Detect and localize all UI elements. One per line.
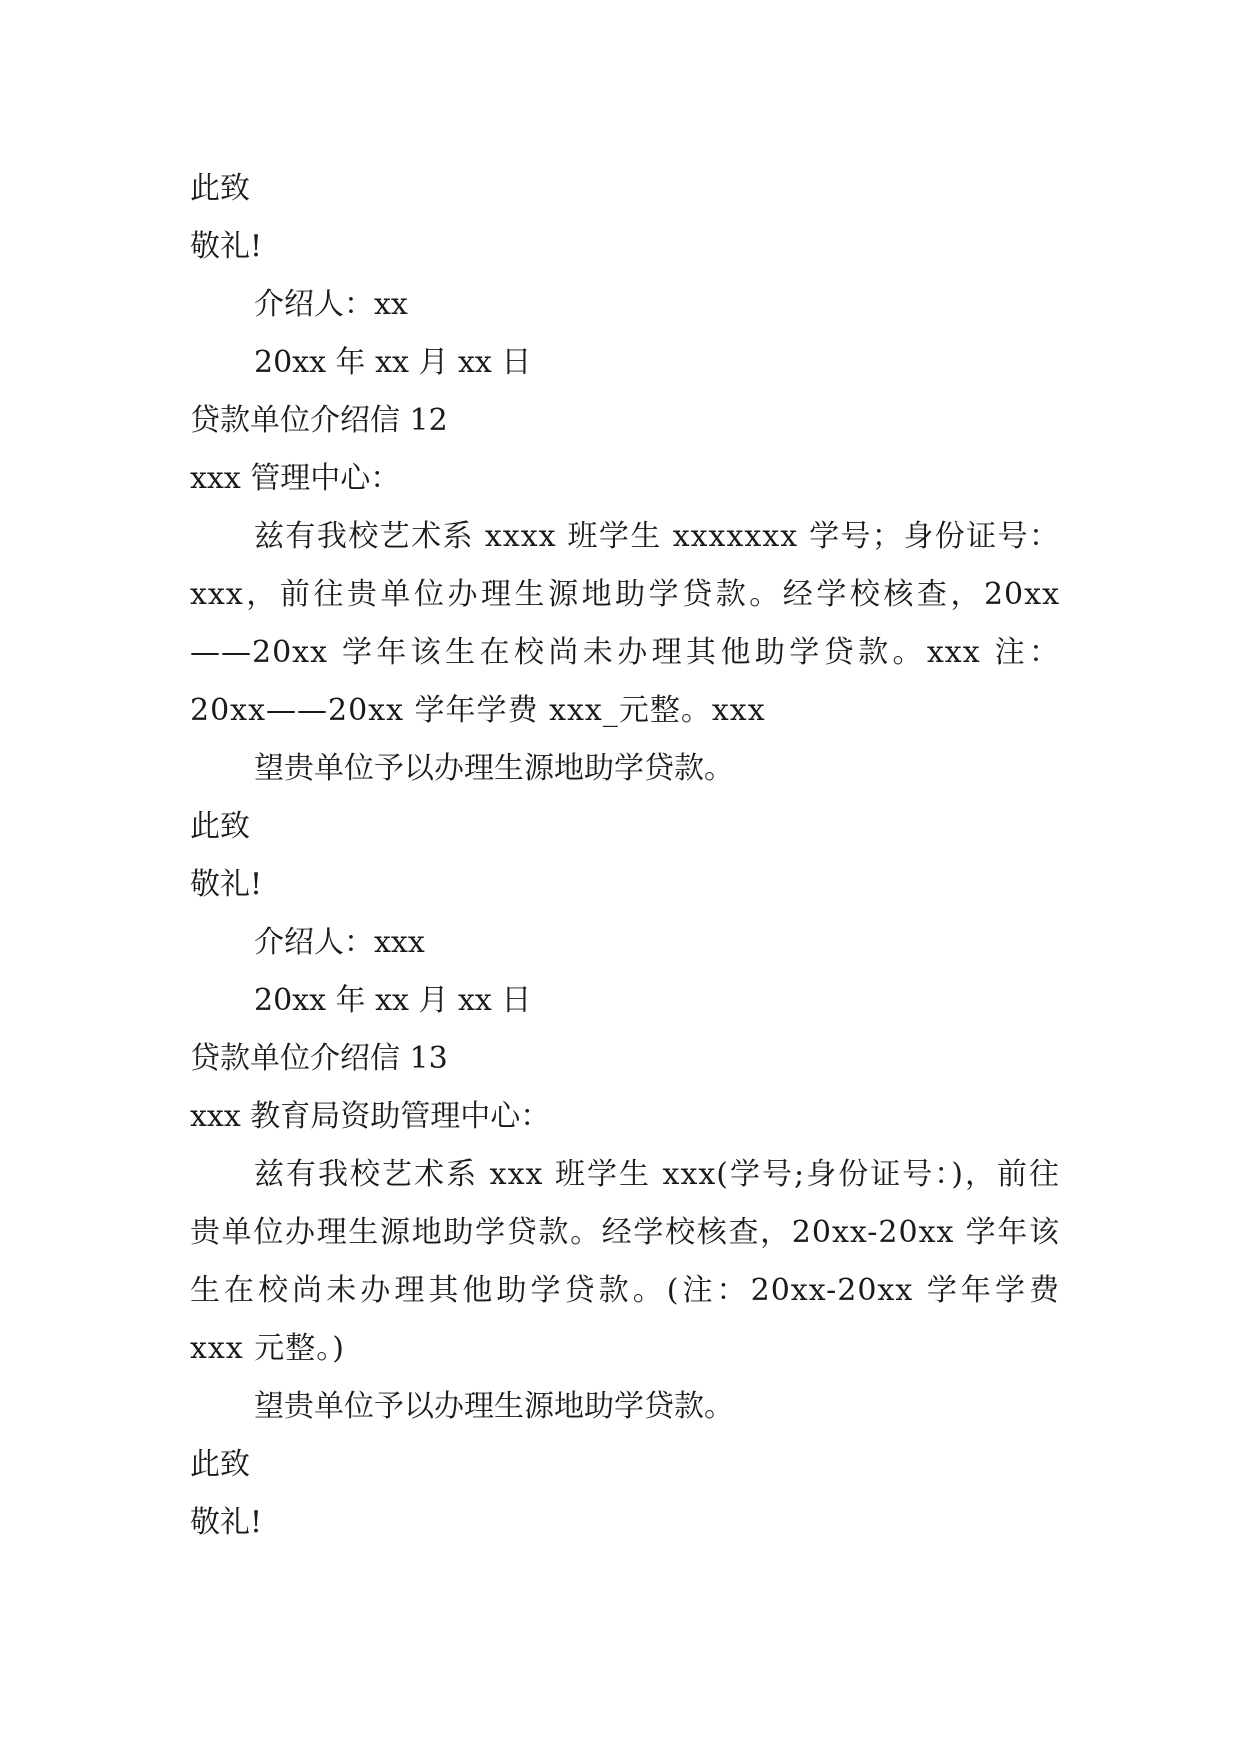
regards: 敬礼! [190,1505,263,1540]
salutation: 此致 [190,809,250,844]
document-content [190,160,1060,1552]
letter-body: 兹有我校艺术系 xxxx 班学生 xxxxxxx 学号；身份证号：xxx，前往贵单位办理生源地助学贷款。经学校核查，20xx——20xx 学年该生在校尚未办理其他助学贷款。xxx 注：20xx——20xx 学年学费 xxx_元整。xxx [190,519,1060,728]
recipient: xxx 管理中心： [190,461,401,496]
introducer: 介绍人：xx [254,287,408,322]
date: 20xx 年 xx 月 xx 日 [254,983,532,1018]
request: 望贵单位予以办理生源地助学贷款。 [254,1389,734,1424]
introducer: 介绍人：xxx [254,925,425,960]
salutation: 此致 [190,1447,250,1482]
request: 望贵单位予以办理生源地助学贷款。 [254,751,734,786]
letter-title: 贷款单位介绍信 12 [190,403,448,438]
recipient: xxx 教育局资助管理中心： [190,1099,551,1134]
regards: 敬礼! [190,229,263,264]
regards: 敬礼! [190,867,263,902]
salutation: 此致 [190,171,250,206]
letter-title: 贷款单位介绍信 13 [190,1041,448,1076]
date: 20xx 年 xx 月 xx 日 [254,345,532,380]
letter-body: 兹有我校艺术系 xxx 班学生 xxx(学号;身份证号：)，前往贵单位办理生源地助学贷款。经学校核查，20xx-20xx 学年该生在校尚未办理其他助学贷款。(注：20xx-20xx 学年学费 xxx 元整。) [190,1157,1060,1366]
